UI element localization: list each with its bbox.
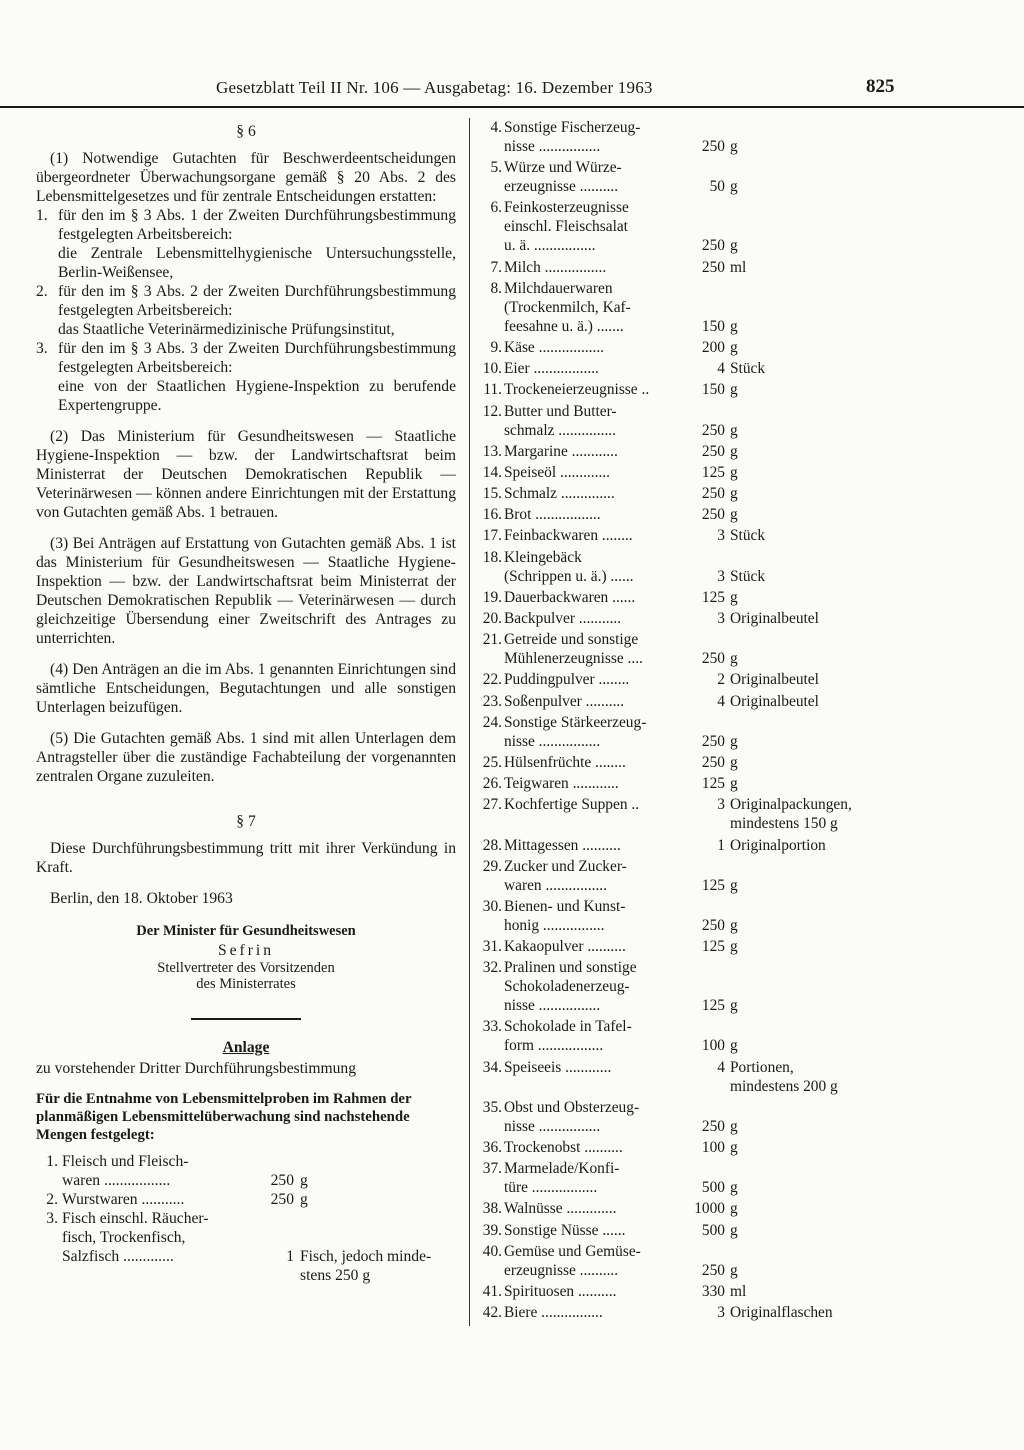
item-quantity: 250 — [701, 138, 725, 155]
list-item — [478, 692, 898, 711]
item-unit: g — [730, 997, 738, 1015]
item-unit: g — [730, 138, 738, 155]
item-label-line: waren ................ — [504, 876, 608, 894]
item-unit: g — [730, 1221, 738, 1239]
item-quantity: 4 — [717, 692, 725, 710]
list-item — [478, 463, 898, 482]
item-number: 24. — [482, 713, 502, 731]
item-label-line: erzeugnisse .......... — [504, 178, 619, 196]
item-unit: g — [730, 506, 738, 524]
item-label-line: türe ................. — [504, 1179, 598, 1197]
item-label-line: Sonstige Stärkeerzeug- — [504, 713, 647, 731]
item-subtext: eine von der Staatlichen Hygiene-Inspektion zu berufende Expertengruppe. — [58, 378, 456, 414]
section-6-paragraph-2: (2) Das Ministerium für Gesundheitswesen — Staatliche Hygiene-Inspektion — bzw. der Landwirtschaftsrat beim Ministerrat der Deutschen Demokratischen Republik — Veterinärwesen — können andere Einrichtungen mit der Erstattung von Gutachten gemäß Abs. 1 betrauen. — [36, 428, 456, 521]
item-unit: g — [730, 1037, 738, 1055]
item-quantity: 125 — [701, 997, 725, 1015]
item-quantity: 200 — [701, 338, 725, 356]
item-unit: g — [730, 463, 738, 481]
list-item — [478, 753, 898, 772]
section-7-heading: § 7 — [236, 813, 256, 830]
list-item — [478, 526, 898, 545]
list-item — [478, 1138, 898, 1157]
item-number: 9. — [490, 338, 502, 356]
item-quantity: 125 — [701, 463, 725, 481]
item-number: 32. — [482, 959, 502, 977]
item-label-line: Sonstige Fischerzeug- — [504, 119, 641, 136]
signer-name: Sefrin — [217, 942, 275, 959]
list-item — [478, 1199, 898, 1218]
item-quantity: 100 — [701, 1037, 725, 1055]
section-6-item — [36, 282, 456, 339]
item-number: 12. — [482, 402, 502, 420]
signer-role-line-2: des Ministerrates — [196, 976, 296, 992]
item-quantity: 250 — [701, 485, 725, 503]
signer-role-line-1: Stellvertreter des Vorsitzenden — [157, 960, 335, 976]
signer-organization: Der Minister für Gesundheitswesen — [136, 923, 356, 939]
item-label-line: Butter und Butter- — [504, 402, 617, 420]
item-text: für den im § 3 Abs. 1 der Zweiten Durchführungsbestimmung festgelegten Arbeitsbereich: — [58, 207, 456, 243]
item-number: 39. — [482, 1221, 502, 1239]
list-item — [36, 1152, 456, 1190]
item-label-line: Eier ................. — [504, 360, 599, 378]
list-item — [36, 1209, 456, 1285]
item-label-line: nisse ................ — [504, 732, 601, 750]
list-item — [478, 670, 898, 689]
item-number: 5. — [490, 159, 502, 177]
item-quantity: 250 — [701, 1117, 725, 1135]
item-number: 42. — [482, 1304, 502, 1322]
item-number: 17. — [482, 527, 502, 545]
item-label-line: Backpulver ........... — [504, 610, 622, 627]
item-label-line: Speiseöl ............. — [504, 463, 611, 481]
item-unit: Originalbeutel — [730, 610, 819, 627]
item-quantity: 125 — [701, 876, 725, 894]
list-item — [478, 897, 898, 935]
item-label-line: Schokoladenerzeug- — [504, 978, 630, 996]
item-label-line: Kleingebäck — [504, 548, 582, 566]
sample-quantity-list-left — [36, 1152, 456, 1285]
item-label-line: Milch ................ — [504, 258, 607, 276]
item-label-line: Trockeneierzeugnisse .. — [504, 381, 650, 399]
item-unit: g — [730, 381, 738, 399]
item-number: 2. — [36, 283, 48, 300]
item-label-line: Milchdauerwaren — [504, 279, 613, 297]
item-unit: g — [730, 732, 738, 750]
list-item — [478, 158, 898, 196]
header-title: Gesetzblatt Teil II Nr. 106 — Ausgabetag: 16. Dezember 1963 — [216, 78, 653, 97]
item-quantity: 1 — [717, 836, 725, 854]
item-unit: g — [730, 317, 738, 335]
item-number: 21. — [482, 631, 502, 649]
list-item — [478, 1159, 898, 1197]
item-subtext: die Zentrale Lebensmittelhygienische Untersuchungsstelle, Berlin-Weißensee, — [58, 245, 456, 281]
item-unit: g — [730, 178, 738, 196]
list-item — [478, 774, 898, 793]
item-number: 23. — [482, 692, 502, 710]
list-item — [478, 548, 898, 586]
item-number: 18. — [482, 548, 502, 566]
item-unit: ml — [730, 258, 747, 276]
item-quantity: 250 — [701, 916, 725, 934]
section-6-paragraph-3: (3) Bei Anträgen auf Erstattung von Gutachten gemäß Abs. 1 ist das Ministerium für Gesundheitswesen — Staatliche Hygiene-Inspektion — bzw. der Landwirtschaftsrat beim Ministerrat der Deutschen Demokratischen Republik — Veterinärwesen — durch gleichzeitige Übersendung einer Zweitschrift des Antrages zu unterrichten. — [36, 535, 456, 647]
list-item — [478, 609, 898, 628]
item-unit: g — [730, 650, 738, 668]
item-number: 11. — [483, 381, 502, 399]
list-item — [478, 857, 898, 895]
item-number: 6. — [490, 199, 502, 217]
item-number: 30. — [482, 897, 502, 915]
item-label-line: Feinkosterzeugnisse — [504, 199, 629, 217]
item-number: 27. — [482, 796, 502, 814]
item-number: 2. — [46, 1191, 58, 1208]
item-label-line: Margarine ............ — [504, 442, 618, 460]
item-quantity: 3 — [717, 610, 725, 627]
item-unit: ml — [730, 1282, 747, 1300]
item-label-line: Schmalz .............. — [504, 485, 615, 503]
item-text: für den im § 3 Abs. 3 der Zweiten Durchführungsbestimmung festgelegten Arbeitsbereich: — [58, 340, 456, 376]
item-quantity: 250 — [701, 506, 725, 524]
item-number: 14. — [482, 463, 502, 481]
item-label-line: Fisch einschl. Räucher- — [62, 1210, 209, 1227]
item-label-line: Wurstwaren ........... — [62, 1191, 185, 1208]
item-label-line: Teigwaren ............ — [504, 775, 619, 793]
item-unit: g — [730, 485, 738, 503]
section-6-heading: § 6 — [236, 123, 256, 140]
item-unit: g — [730, 442, 738, 460]
column-divider — [469, 118, 470, 1326]
item-unit: Originalportion — [730, 836, 826, 854]
list-item — [478, 795, 898, 833]
list-item — [478, 279, 898, 336]
item-quantity: 50 — [709, 178, 725, 196]
item-unit: g — [300, 1191, 308, 1208]
item-unit: g — [730, 1139, 738, 1156]
item-number: 10. — [482, 360, 502, 378]
item-unit: g — [730, 753, 738, 771]
item-quantity: 125 — [701, 938, 725, 956]
list-item — [478, 1017, 898, 1055]
item-label-line: Würze und Würze- — [504, 159, 622, 177]
item-label-line: Zucker und Zucker- — [504, 857, 627, 875]
item-label-line: Salzfisch ............. — [62, 1248, 174, 1265]
section-6-paragraph-5: (5) Die Gutachten gemäß Abs. 1 sind mit allen Unterlagen dem Antragsteller über die zuständige Fachabteilung der vorgenannten zentralen Organe zuzuleiten. — [36, 730, 456, 785]
item-number: 34. — [482, 1058, 502, 1076]
item-label-line: nisse ................ — [504, 997, 601, 1015]
item-label-line: nisse ................ — [504, 1117, 601, 1135]
list-item — [478, 505, 898, 524]
item-unit: g — [730, 421, 738, 439]
item-label-line: waren ................. — [62, 1172, 171, 1189]
list-item — [478, 1242, 898, 1280]
item-quantity: 3 — [717, 527, 725, 545]
item-quantity: 3 — [717, 567, 725, 585]
item-unit: g — [730, 916, 738, 934]
item-number: 40. — [482, 1242, 502, 1260]
item-label-line: Käse ................. — [504, 338, 605, 356]
item-quantity: 150 — [701, 317, 725, 335]
item-quantity: 250 — [270, 1191, 294, 1208]
item-label-line: Dauerbackwaren ...... — [504, 588, 636, 606]
left-column — [36, 118, 456, 1285]
item-quantity: 2 — [717, 671, 725, 689]
item-label-line: einschl. Fleischsalat — [504, 218, 628, 236]
item-label-line: (Schrippen u. ä.) ...... — [504, 567, 634, 585]
item-quantity: 250 — [270, 1172, 294, 1189]
item-unit: g — [730, 237, 738, 255]
page-header — [0, 76, 1024, 108]
item-label-line: Gemüse und Gemüse- — [504, 1242, 641, 1260]
item-label-line: feesahne u. ä.) ....... — [504, 317, 624, 335]
item-number: 35. — [482, 1098, 502, 1116]
list-item — [478, 958, 898, 1015]
sample-quantity-list-right — [478, 118, 898, 1322]
list-item — [478, 713, 898, 751]
annex-intro: Für die Entnahme von Lebensmittelproben im Rahmen der planmäßigen Lebensmittelüberwachung sind nachstehende Mengen festgelegt: — [36, 1091, 412, 1143]
item-label-line: Feinbackwaren ........ — [504, 527, 633, 545]
item-number: 20. — [482, 610, 502, 627]
item-quantity: 250 — [701, 650, 725, 668]
item-number: 25. — [482, 753, 502, 771]
item-number: 7. — [490, 258, 502, 276]
item-unit: Stück — [730, 360, 766, 378]
item-quantity: 4 — [717, 1058, 725, 1076]
list-item — [478, 118, 898, 156]
item-label-line: Bienen- und Kunst- — [504, 897, 626, 915]
item-label-line: Brot ................. — [504, 506, 601, 524]
item-quantity: 3 — [717, 796, 725, 814]
item-label-line: Speiseeis ............ — [504, 1058, 612, 1076]
right-column — [478, 118, 898, 1324]
item-quantity: 250 — [701, 753, 725, 771]
item-label-line: u. ä. ................ — [504, 237, 596, 255]
item-label-line: Pralinen und sonstige — [504, 959, 637, 977]
section-6-item — [36, 339, 456, 415]
section-7-paragraph: Diese Durchführungsbestimmung tritt mit ihrer Verkündung in Kraft. — [36, 840, 456, 876]
item-unit: g — [730, 876, 738, 894]
item-quantity: 4 — [717, 360, 725, 378]
item-label-line: Marmelade/Konfi- — [504, 1160, 620, 1178]
item-unit: g — [730, 938, 738, 956]
separator-rule — [191, 1018, 301, 1020]
item-label-line: Kochfertige Suppen .. — [504, 796, 640, 814]
list-item — [478, 937, 898, 956]
item-number: 8. — [490, 279, 502, 297]
item-label-line: Schokolade in Tafel- — [504, 1018, 632, 1036]
item-quantity: 3 — [717, 1304, 725, 1322]
item-unit: g — [730, 588, 738, 606]
item-quantity: 500 — [701, 1179, 725, 1197]
item-number: 37. — [482, 1160, 502, 1178]
list-item — [478, 258, 898, 277]
list-item — [478, 1282, 898, 1301]
item-label-line: erzeugnisse .......... — [504, 1261, 619, 1279]
item-number: 4. — [490, 119, 502, 136]
item-unit: g — [730, 1179, 738, 1197]
list-item — [478, 1303, 898, 1322]
item-label-line: Mittagessen .......... — [504, 836, 621, 854]
item-number: 29. — [482, 857, 502, 875]
item-unit: Originalpackungen, — [730, 796, 852, 814]
item-number: 19. — [482, 588, 502, 606]
list-item — [478, 836, 898, 855]
page-number: 825 — [866, 76, 895, 97]
item-label-line: Mühlenerzeugnisse .... — [504, 650, 643, 668]
item-unit: Portionen, — [730, 1058, 794, 1076]
list-item — [478, 198, 898, 255]
item-label-line: Hülsenfrüchte ........ — [504, 753, 626, 771]
list-item — [478, 402, 898, 440]
item-unit: g — [730, 1117, 738, 1135]
item-number: 16. — [482, 506, 502, 524]
item-quantity: 100 — [701, 1139, 725, 1156]
item-label-line: Spirituosen .......... — [504, 1282, 617, 1300]
list-item — [36, 1190, 456, 1209]
item-unit: Originalbeutel — [730, 671, 819, 689]
item-quantity: 330 — [701, 1282, 725, 1300]
item-number: 3. — [36, 340, 48, 357]
item-number: 41. — [482, 1282, 502, 1300]
item-quantity: 250 — [701, 258, 725, 276]
item-unit: g — [730, 775, 738, 793]
item-number: 1. — [46, 1153, 58, 1170]
item-label-line: Walnüsse ............. — [504, 1200, 617, 1218]
item-number: 33. — [482, 1018, 502, 1036]
list-item — [478, 338, 898, 357]
item-quantity: 250 — [701, 237, 725, 255]
item-unit-continued: mindestens 150 g — [730, 815, 838, 833]
item-unit: g — [730, 1200, 738, 1218]
list-item — [478, 484, 898, 503]
item-label-line: Soßenpulver .......... — [504, 692, 625, 710]
item-label-line: Puddingpulver ........ — [504, 671, 630, 689]
item-label-line: Getreide und sonstige — [504, 631, 639, 649]
item-unit: Fisch, jedoch minde- — [300, 1248, 432, 1265]
item-unit: Originalflaschen — [730, 1304, 833, 1322]
item-quantity: 500 — [701, 1221, 725, 1239]
item-unit: Stück — [730, 567, 766, 585]
item-number: 1. — [36, 207, 48, 224]
section-6-item — [36, 206, 456, 282]
list-item — [478, 442, 898, 461]
section-6-paragraph-4: (4) Den Anträgen an die im Abs. 1 genannten Einrichtungen sind sämtliche Entscheidungen, Begutachtungen und alle sonstigen Unterlagen beizufügen. — [36, 661, 456, 716]
item-label-line: Obst und Obsterzeug- — [504, 1098, 640, 1116]
item-text: für den im § 3 Abs. 2 der Zweiten Durchführungsbestimmung festgelegten Arbeitsbereich: — [58, 283, 456, 319]
item-quantity: 125 — [701, 775, 725, 793]
section-6-item-list — [36, 206, 456, 415]
item-quantity: 1000 — [694, 1200, 725, 1218]
item-label-line: Sonstige Nüsse ...... — [504, 1221, 626, 1239]
item-label-line: Trockenobst .......... — [504, 1139, 623, 1156]
item-label-line: schmalz ............... — [504, 421, 616, 439]
item-quantity: 250 — [701, 442, 725, 460]
item-quantity: 250 — [701, 1261, 725, 1279]
item-unit-continued: stens 250 g — [300, 1267, 371, 1284]
section-6-paragraph-1: (1) Notwendige Gutachten für Beschwerdeentscheidungen übergeordneter Überwachungsorgane gemäß § 20 Abs. 2 des Lebensmittelgesetzes und für zentrale Entscheidungen erstatten: — [36, 150, 456, 205]
annex-subtitle: zu vorstehender Dritter Durchführungsbestimmung — [36, 1060, 357, 1077]
item-label-line: (Trockenmilch, Kaf- — [504, 298, 631, 316]
item-unit: g — [730, 1261, 738, 1279]
place-date: Berlin, den 18. Oktober 1963 — [50, 890, 233, 907]
item-number: 26. — [482, 775, 502, 793]
item-unit: Stück — [730, 527, 766, 545]
item-unit: g — [730, 338, 738, 356]
item-label-line: form ................. — [504, 1037, 604, 1055]
item-number: 22. — [482, 671, 502, 689]
item-label-line: fisch, Trockenfisch, — [62, 1229, 186, 1246]
item-number: 38. — [482, 1200, 502, 1218]
list-item — [478, 1098, 898, 1136]
item-subtext: das Staatliche Veterinärmedizinische Prüfungsinstitut, — [58, 321, 395, 338]
list-item — [478, 380, 898, 399]
item-unit-continued: mindestens 200 g — [730, 1077, 838, 1095]
item-quantity: 1 — [286, 1248, 294, 1265]
item-number: 31. — [482, 938, 502, 956]
item-label-line: honig ................ — [504, 916, 605, 934]
item-unit: g — [300, 1172, 308, 1189]
item-unit: Originalbeutel — [730, 692, 819, 710]
item-label-line: Fleisch und Fleisch- — [62, 1153, 189, 1170]
item-number: 36. — [482, 1139, 502, 1156]
item-number: 13. — [482, 442, 502, 460]
list-item — [478, 359, 898, 378]
item-label-line: Kakaopulver .......... — [504, 938, 626, 956]
item-label-line: nisse ................ — [504, 138, 601, 155]
list-item — [478, 1221, 898, 1240]
list-item — [478, 1058, 898, 1096]
item-quantity: 250 — [701, 732, 725, 750]
item-number: 28. — [482, 836, 502, 854]
item-quantity: 125 — [701, 588, 725, 606]
list-item — [478, 630, 898, 668]
item-quantity: 250 — [701, 421, 725, 439]
item-quantity: 150 — [701, 381, 725, 399]
item-number: 3. — [46, 1210, 58, 1227]
item-label-line: Biere ................ — [504, 1304, 603, 1322]
annex-title: Anlage — [222, 1039, 270, 1056]
list-item — [478, 588, 898, 607]
item-number: 15. — [482, 485, 502, 503]
